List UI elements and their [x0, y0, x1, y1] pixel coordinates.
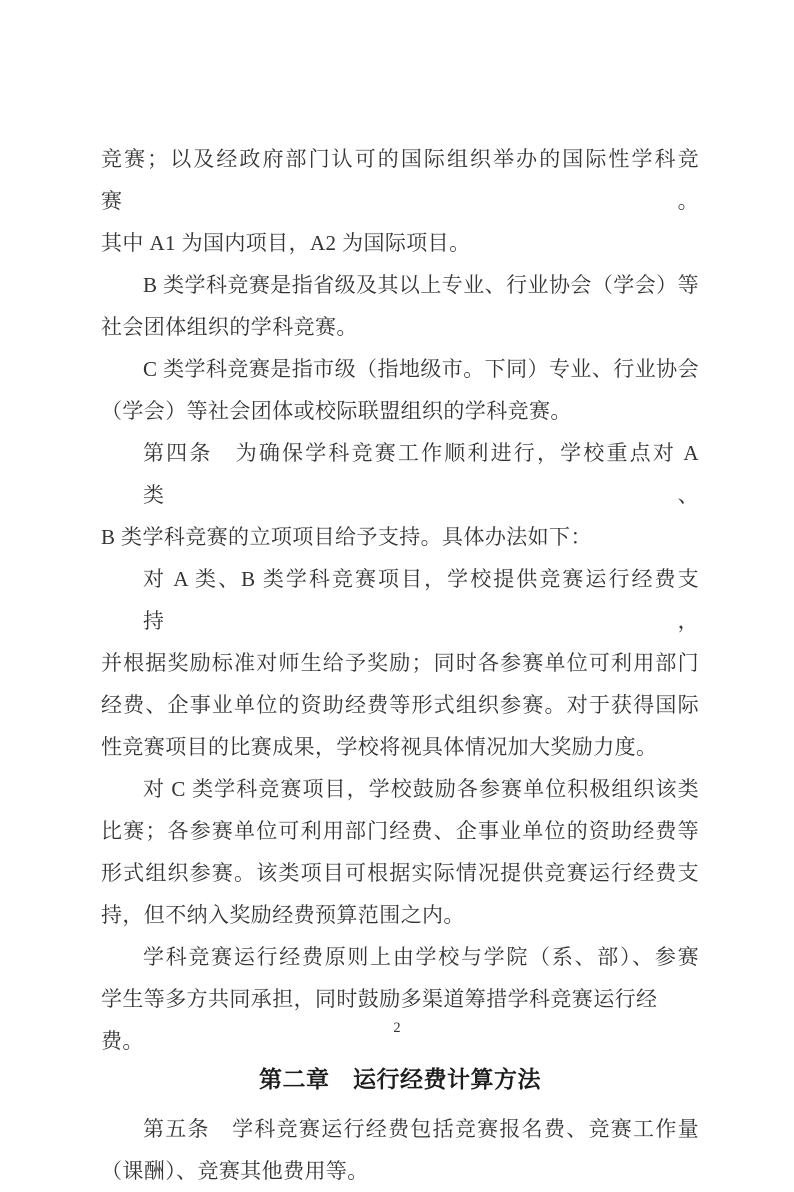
text-line: 社会团体组织的学科竞赛。 [101, 315, 358, 339]
text-line: 竞赛；以及经政府部门认可的国际组织举办的国际性学科竞赛。 [101, 147, 699, 213]
page-number: 2 [393, 1020, 401, 1036]
text-line: C 类学科竞赛是指市级（指地级市。下同）专业、行业协会 [143, 357, 699, 381]
text-line: 第五条 学科竞赛运行经费包括竞赛报名费、竞赛工作量 [143, 1117, 699, 1141]
text-line: 形式组织参赛。该类项目可根据实际情况提供竞赛运行经费支 [101, 861, 699, 885]
text-line: 持，但不纳入奖励经费预算范围之内。 [101, 903, 465, 927]
chapter-heading: 第二章 运行经费计算方法 [259, 1066, 541, 1092]
text-line: B 类学科竞赛的立项项目给予支持。具体办法如下： [101, 525, 592, 549]
text-line: B 类学科竞赛是指省级及其以上专业、行业协会（学会）等 [143, 273, 699, 297]
text-line: 学生等多方共同承担，同时鼓励多渠道筹措学科竞赛运行经费。 [101, 987, 658, 1053]
text-line: 对 A 类、B 类学科竞赛项目，学校提供竞赛运行经费支持， [143, 567, 699, 633]
text-line: 学科竞赛运行经费原则上由学校与学院（系、部）、参赛 [143, 945, 699, 969]
text-line: 其中 A1 为国内项目，A2 为国际项目。 [101, 231, 471, 255]
text-line: 并根据奖励标准对师生给予奖励；同时各参赛单位可利用部门 [101, 651, 699, 675]
text-line: 比赛；各参赛单位可利用部门经费、企事业单位的资助经费等 [101, 819, 699, 843]
text-line: （课酬）、竞赛其他费用等。 [101, 1159, 369, 1183]
text-line: 第四条 为确保学科竞赛工作顺利进行，学校重点对 A 类、 [143, 441, 699, 507]
text-line: 性竞赛项目的比赛成果，学校将视具体情况加大奖励力度。 [101, 735, 658, 759]
text-line: 对 C 类学科竞赛项目，学校鼓励各参赛单位积极组织该类 [143, 777, 699, 801]
text-line: （学会）等社会团体或校际联盟组织的学科竞赛。 [101, 399, 572, 423]
text-line: 经费、企事业单位的资助经费等形式组织参赛。对于获得国际 [101, 693, 699, 717]
